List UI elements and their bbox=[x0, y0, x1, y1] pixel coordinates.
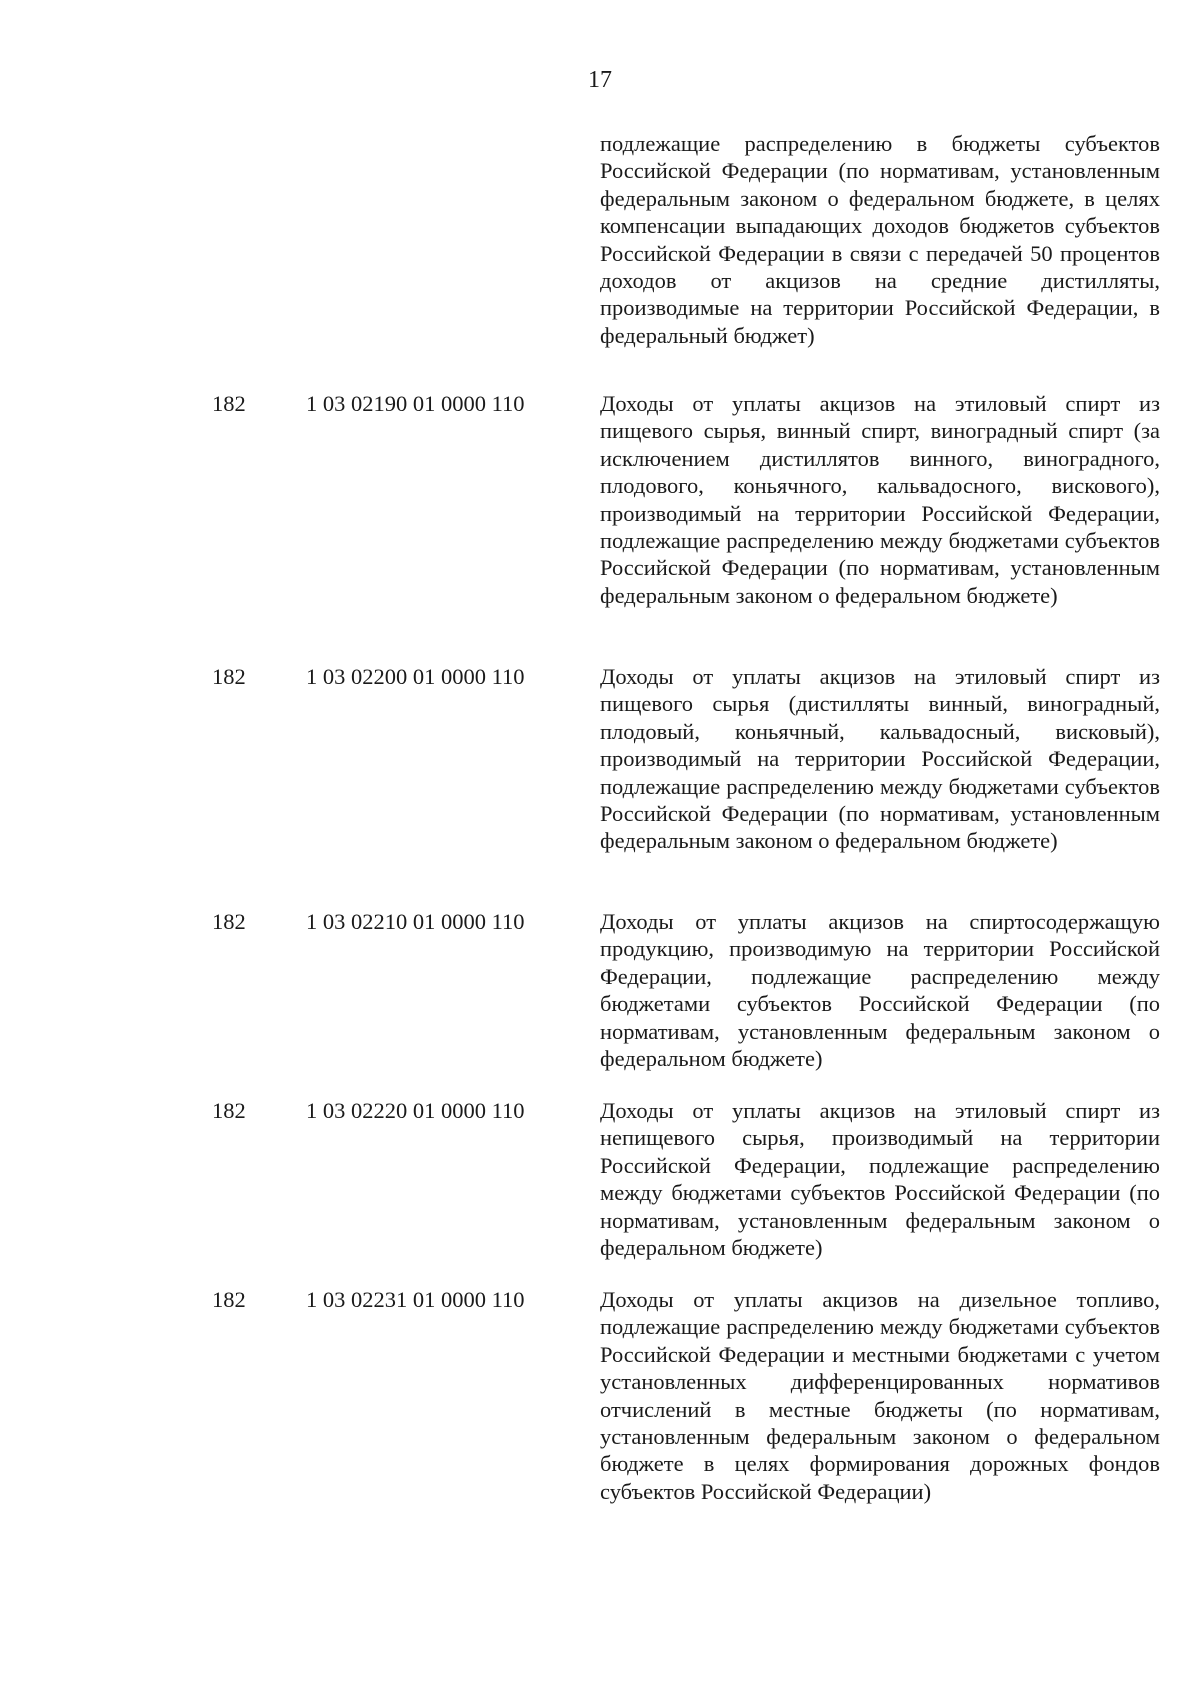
budget-classification-code: 1 03 02210 01 0000 110 bbox=[306, 909, 525, 934]
budget-classification-code: 1 03 02200 01 0000 110 bbox=[306, 664, 525, 689]
page-number: 17 bbox=[588, 67, 612, 93]
income-description: Доходы от уплаты акцизов на этиловый спирт из пищевого сырья, винный спирт, виноградный спирт (за исключением дистиллятов винного, виноградного, плодового, коньячного, кальвадосного, вискового), производимый на территории Российской Федерации, подлежащие распределению между бюджетами субъектов Российской Федерации (по нормативам, установленным федеральным законом о федеральном бюджете) bbox=[600, 391, 1160, 608]
administrator-code: 182 bbox=[212, 909, 246, 934]
budget-classification-code: 1 03 02231 01 0000 110 bbox=[306, 1287, 525, 1312]
administrator-code: 182 bbox=[212, 664, 246, 689]
budget-classification-code: 1 03 02220 01 0000 110 bbox=[306, 1098, 525, 1123]
income-description: Доходы от уплаты акцизов на дизельное топливо, подлежащие распределению между бюджетами субъектов Российской Федерации и местными бюджетами с учетом установленных дифференцированных нормативов отчислений в местные бюджеты (по нормативам, установленным федеральным законом о федеральном бюджете в целях формирования дорожных фондов субъектов Российской Федерации) bbox=[600, 1287, 1160, 1504]
income-description: Доходы от уплаты акцизов на этиловый спирт из пищевого сырья (дистилляты винный, виноградный, плодовый, коньячный, кальвадосный, висковый), производимый на территории Российской Федерации, подлежащие распределению между бюджетами субъектов Российской Федерации (по нормативам, установленным федеральным законом о федеральном бюджете) bbox=[600, 664, 1160, 854]
administrator-code: 182 bbox=[212, 1287, 246, 1312]
administrator-code: 182 bbox=[212, 391, 246, 416]
income-description: Доходы от уплаты акцизов на спиртосодержащую продукцию, производимую на территории Российской Федерации, подлежащие распределению между бюджетами субъектов Российской Федерации (по нормативам, установленным федеральным законом о федеральном бюджете) bbox=[600, 909, 1160, 1072]
continued-description: подлежащие распределению в бюджеты субъектов Российской Федерации (по нормативам, установленным федеральным законом о федеральном бюджете, в целях компенсации выпадающих доходов бюджетов субъектов Российской Федерации в связи с передачей 50 процентов доходов от акцизов на средние дистилляты, производимые на территории Российской Федерации, в федеральный бюджет) bbox=[600, 131, 1160, 348]
income-description: Доходы от уплаты акцизов на этиловый спирт из непищевого сырья, производимый на территории Российской Федерации, подлежащие распределению между бюджетами субъектов Российской Федерации (по нормативам, установленным федеральным законом о федеральном бюджете) bbox=[600, 1098, 1160, 1261]
administrator-code: 182 bbox=[212, 1098, 246, 1123]
budget-classification-code: 1 03 02190 01 0000 110 bbox=[306, 391, 525, 416]
